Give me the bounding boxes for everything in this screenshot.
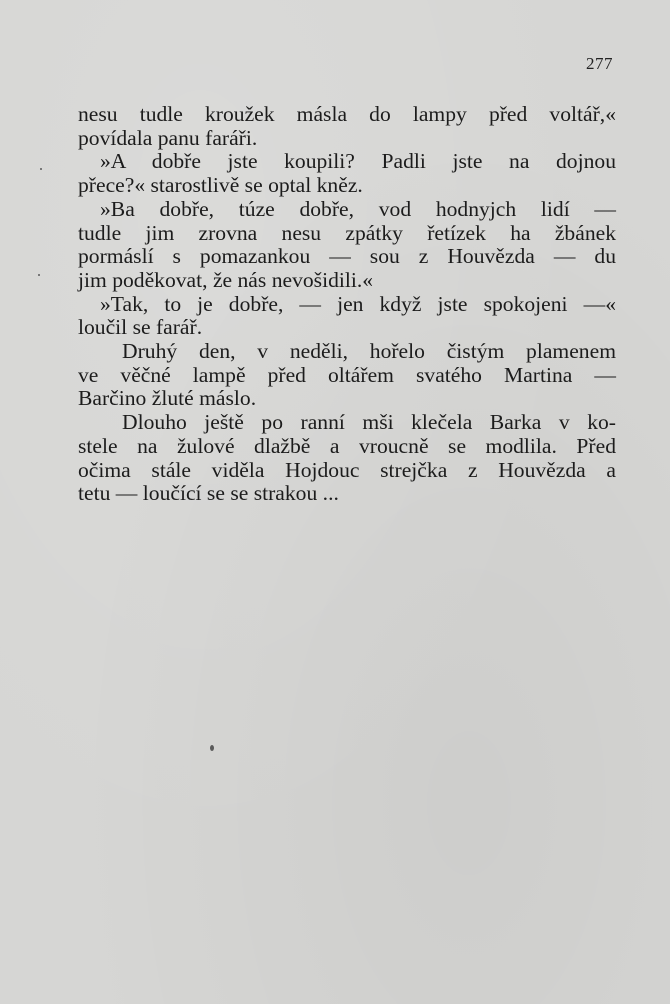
text-line: povídala panu faráři. [78, 125, 258, 150]
paper-speck [40, 168, 42, 170]
text-line: Barčino žluté máslo. [78, 386, 257, 411]
body-text [78, 103, 616, 506]
text-line: »A dobře jste koupili? Padli jste na dojnou [100, 149, 616, 174]
text-line: »Ba dobře, túze dobře, vod hodnyjch lidí — [100, 196, 616, 221]
text-line: jim poděkovat, že nás nevošidili.« [78, 267, 374, 292]
text-line: Dlouho ještě po ranní mši klečela Barka v ko- [122, 410, 616, 435]
text-line: tudle jim zrovna nesu zpátky řetízek ha žbánek [78, 220, 616, 245]
text-line: ve věčné lampě před oltářem svatého Martina — [78, 362, 616, 387]
text-line: »Tak, to je dobře, — jen když jste spokojeni —« [100, 291, 616, 316]
page-number: 277 [586, 54, 613, 73]
paper-speck [210, 745, 214, 751]
text-line: pormáslí s pomazankou — sou z Houvězda — du [78, 244, 616, 269]
text-line: nesu tudle kroužek másla do lampy před voltář,« [78, 102, 616, 126]
text-line: očima stále viděla Hojdouc strejčka z Houvězda a [78, 457, 616, 482]
paper-speck [38, 274, 40, 276]
text-line: přece?« starostlivě se optal kněz. [78, 173, 363, 198]
text-line: stele na žulové dlažbě a vroucně se modlila. Před [78, 433, 616, 458]
text-line: tetu — loučící se se strakou ... [78, 481, 339, 506]
text-line: loučil se farář. [78, 315, 203, 340]
text-line: Druhý den, v neděli, hořelo čistým plamenem [122, 339, 616, 364]
